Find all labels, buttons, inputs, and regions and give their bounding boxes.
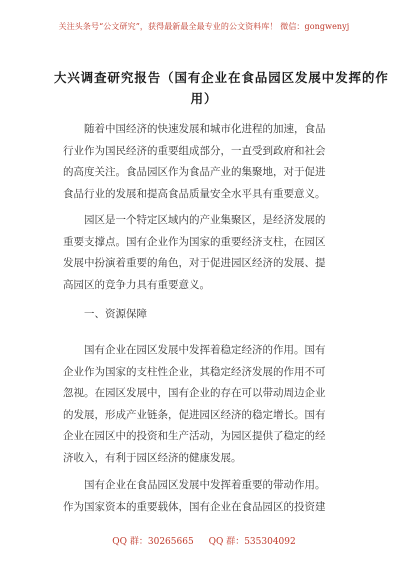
title-line-2: 用） [190,91,218,106]
paragraph-4 [63,475,343,518]
paragraph-line: 重要支撑点。国有企业作为国家的重要经济支柱，在园区 [63,235,326,248]
footer-contact [0,534,408,547]
paragraph-line: 行业作为国民经济的重要组成部分，一直受到政府和社会 [63,144,326,157]
paragraph-line: 济收入，有利于园区经济的健康发展。 [63,451,242,464]
document-title [54,67,389,109]
paragraph-line: 的发展，形成产业链条，促进园区经济的稳定增长。国有 [63,408,326,421]
header-promo-note: 关注头条号“公文研究”，获得最新最全最专业的公文资料库！ 微信：gongwenyj [58,22,350,31]
footer-qq-group-2: QQ 群：535304092 [208,537,296,547]
paragraph-1 [63,119,343,205]
paragraph-line: 企业作为国家的支柱性企业，其稳定经济发展的作用不可 [63,365,326,378]
paragraph-line: 发展中扮演着重要的角色，对于促进园区经济的发展、提 [63,257,326,269]
paragraph-line: 国有企业在园区发展中发挥着稳定经济的作用。国有 [63,344,326,356]
paragraph-line: 园区是一个特定区域内的产业集聚区，是经济发展的 [63,214,326,226]
paragraph-line: 企业在园区中的投资和生产活动，为园区提供了稳定的经 [63,430,326,442]
paragraph-3 [63,340,343,469]
section-heading-text: 一、资源保障 [63,308,147,320]
paragraph-2 [63,210,343,296]
section-heading [63,304,343,326]
paragraph-line: 高园区的竞争力具有重要意义。 [63,278,210,291]
paragraph-line: 随着中国经济的快速发展和城市化进程的加速，食品 [63,123,326,135]
paragraph-line: 食品行业的发展和提高食品质量安全水平具有重要意义。 [63,187,326,200]
paragraph-line: 作为国家资本的重要载体，国有企业在食品园区的投资建 [63,500,326,513]
paragraph-line: 国有企业在食品园区发展中发挥着重要的带动作用。 [63,479,326,491]
paragraph-line: 忽视。在园区发展中，国有企业的存在可以带动周边企业 [63,387,326,399]
title-line-1: 大兴调查研究报告（国有企业在食品园区发展中发挥的作 [54,70,389,85]
footer-qq-group-1: QQ 群：30265665 [112,537,194,547]
paragraph-line: 的高度关注。食品园区作为食品产业的集聚地，对于促进 [63,166,326,178]
